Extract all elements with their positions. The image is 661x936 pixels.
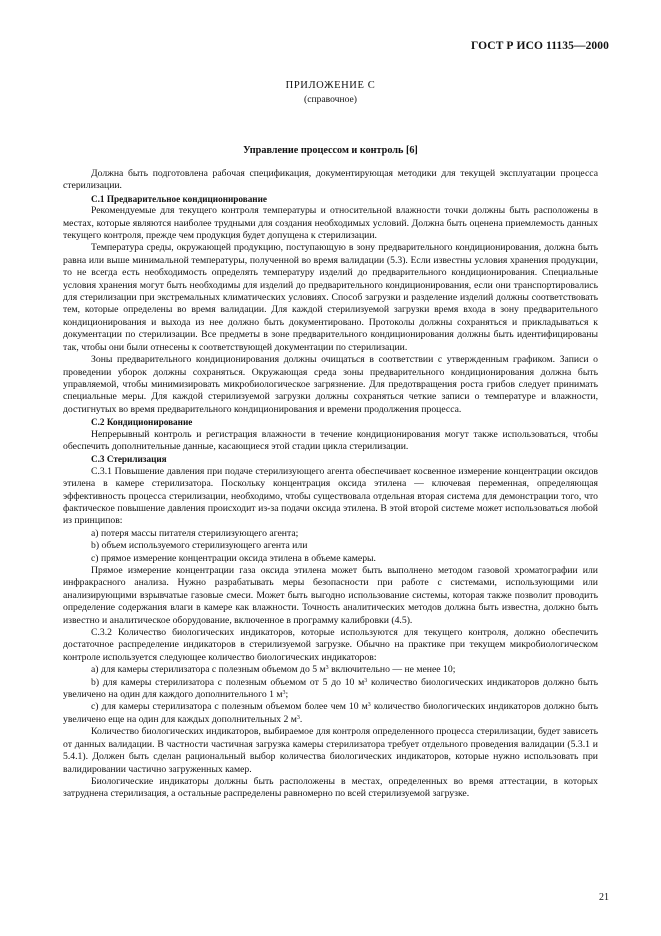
text-run: . [299,713,303,725]
list-item: с) прямое измерение концентрации оксида этилена в объеме камеры. [91,552,376,564]
paragraph: Рекомендуемые для текущего контроля температуры и относительной влажности точки должны быть расположены в местах, которые являются наиболее трудными для создания необходимых условий. Должна быть оценена приемлемость данных текущего контроля, прежде чем продукция будет допущена к стерилизации. [63,205,598,242]
appendix-note: (справочное) [304,94,357,105]
appendix-label: ПРИЛОЖЕНИЕ С [285,80,376,91]
text-run: с) для камеры стерилизатора с полезным объемом более чем 10 м [91,701,368,713]
paragraph: С.3.1 Повышение давления при подаче стерилизующего агента обеспечивает косвенное измерение концентрации оксидов этилена в камере стерилизатора. Поскольку концентрация оксида этилена — ключевая переменная, определяющая эффективность процесса стерилизации, необходимо, чтобы существовала отдельная вторая система для демонстрации того, что фактическое повышение давления происходит из-за подачи оксида этилена. В этой второй системе может использоваться любой из принципов: [63,465,598,527]
superscript: 3 [296,714,300,721]
text-run: количество биологических индикаторов должно быть увеличено еще на один для каждых дополнительных 2 м [63,701,598,725]
heading-c1: С.1 Предварительное кондиционирование [91,193,267,204]
text-run: количество биологических индикаторов должно быть увеличено на один для каждого дополнительного 1 м [63,676,599,701]
text-run: ; [285,689,289,701]
intro-paragraph: Должна быть подготовлена рабочая спецификация, документирующая методики для текущей эксплуатации процесса стерилизации. [63,168,598,192]
heading-c3: С.3 Стерилизация [91,454,167,465]
paragraph: С.3.2 Количество биологических индикаторов, которые используются для текущего контроля, должно обеспечить достаточное распределение индикаторов в стерилизуемой загрузке. Обычно на практике при текущем микробиологическом контроле используется следующее количество биологических индикаторов: [63,627,598,663]
text-run: а) для камеры стерилизатора с полезным объемом до 5 м [91,664,326,676]
standard-code-header: ГОСТ Р ИСО 11135—2000 [470,40,609,52]
superscript: 3 [364,677,368,684]
list-item: а) потеря массы питателя стерилизующего агента; [91,527,299,539]
heading-c2: С.2 Кондиционирование [91,417,193,428]
list-item-c [63,701,598,726]
superscript: 3 [282,690,286,697]
list-item-a [63,664,598,676]
paragraph: Прямое измерение концентрации газа оксида этилена может быть выполнено методом газовой хроматографии или инфракрасного анализа. Нужно разрабатывать меры безопасности при работе с системами, использующими или анализирующими взрывчатые газовые смеси. Может быть выгодно использование системы, которая также позволит проводить определение содержания влаги в камере как влажности. Точность аналитических методов должна быть известна, должно быть известно и аналитическое оборудование, включенное в программу калибровки (4.5). [63,565,598,626]
paragraph: Зоны предварительного кондиционирования должны очищаться в соответствии с утвержденным графиком. Записи о проведении уборок должны сохраняться. Окружающая среда зоны предварительного кондиционирования должна быть управляемой, чтобы минимизировать микробиологическое загрязнение. Для предотвращения роста грибов следует принимать специальные меры. Для каждой стерилизуемой загрузки должны сохраняться четкие записи о температуре и влажности, достигнутых во время предварительного кондиционирования и времени продолжения процесса. [63,354,598,415]
superscript: 3 [325,665,329,672]
paragraph: Непрерывный контроль и регистрация влажности в течение кондиционирования могут также использоваться, чтобы обеспечить дополнительные данные, касающиеся этой стадии цикла стерилизации. [63,428,598,452]
text-run: включительно — не менее 10; [328,664,456,676]
page-number: 21 [599,892,609,903]
paragraph: Биологические индикаторы должны быть расположены в местах, определенных во время аттестации, в которых затруднена стерилизация, а остальные распределены равномерно по всей стерилизуемой загрузке. [63,775,598,800]
document-body [63,168,598,801]
superscript: 3 [367,702,371,709]
list-item-b [63,677,598,702]
paragraph: Количество биологических индикаторов, выбираемое для контроля определенного процесса стерилизации, будет зависеть от данных валидации. В частности частичная загрузка камеры стерилизатора требует отдельного проведения валидации (5.3.1 и 5.4.1). Должен быть сделан рациональный выбор количества биологических индикаторов, которые нужно использовать при валидировании частично загруженных камер. [63,726,598,775]
section-title: Управление процессом и контроль [6] [243,145,418,156]
list-item: b) объем используемого стерилизующего агента или [91,540,308,552]
text-run: b) для камеры стерилизатора с полезным объемом от 5 до 10 м [91,676,365,688]
paragraph: Температура среды, окружающей продукцию, поступающую в зону предварительного кондиционирования, должна быть равна или выше минимальной температуры, полученной во время валидации (5.3). Если известны условия хранения продукции, то не всегда есть необходимость определять температуру изделий до предварительного кондиционирования. Специальные условия хранения могут быть необходимы для изделий до предварительного кондиционирования, если они транспортировались для стерилизации при экстремальных климатических условиях. Способ загрузки и разделение изделий должны соответствовать тем, которые определены во время валидации. Для каждой стерилизуемой загрузки время входа в зону предварительного кондиционирования и выхода из нее должно быть документировано. Протоколы должны сохраняться и прикладываться к документации по стерилизации. Все предметы в зоне предварительного кондиционирования должны быть идентифицированы так, чтобы они были отнесены к соответствующей документации по стерилизации. [63,242,598,353]
